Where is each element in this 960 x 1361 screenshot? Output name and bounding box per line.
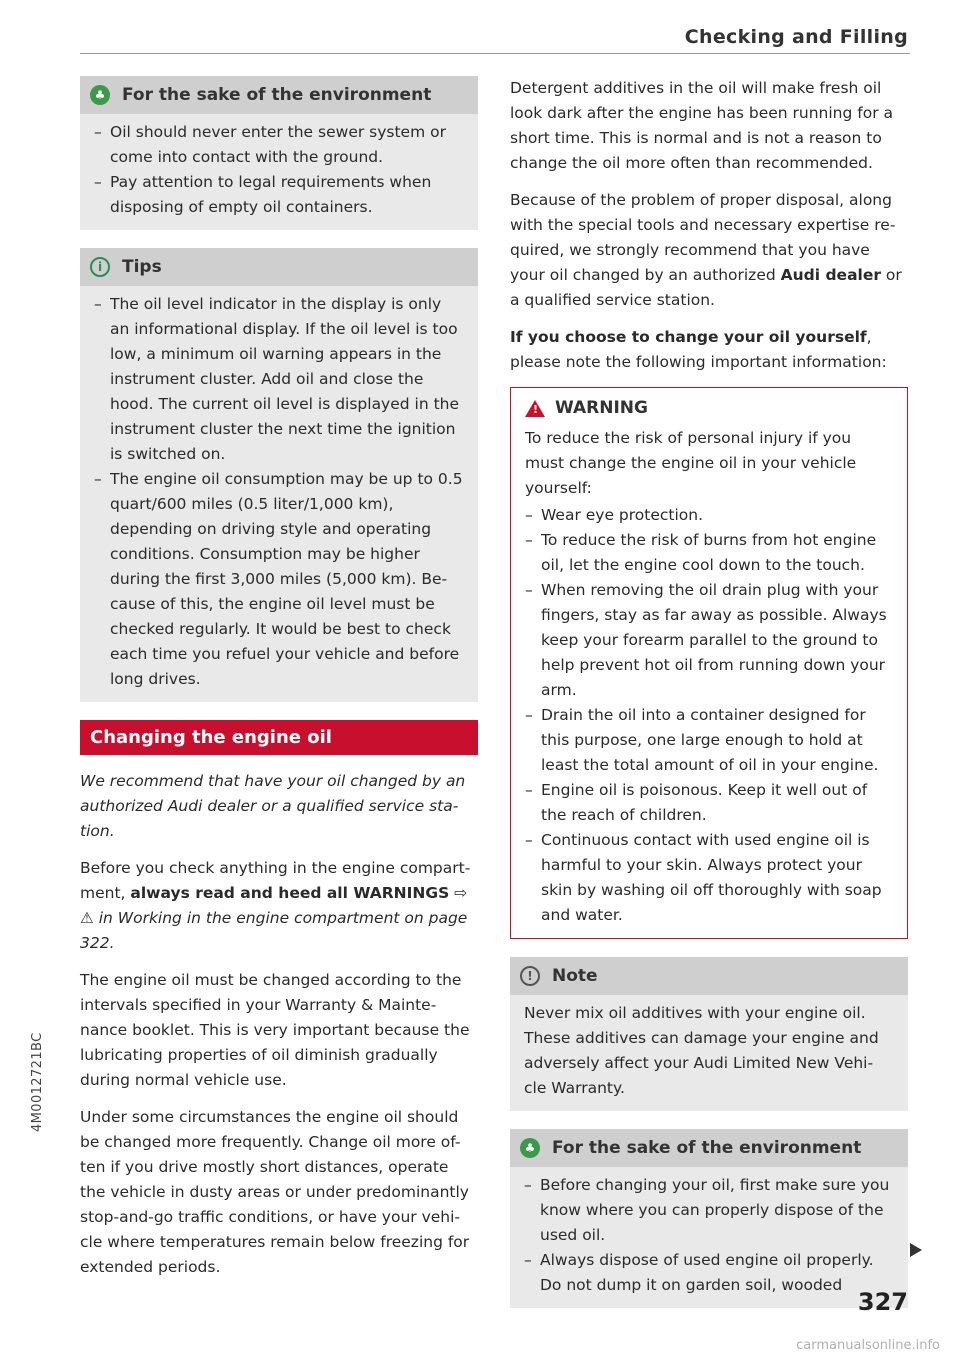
list-item: – Before changing your oil, first make sure you know where you can properly dispose of the used oil. [524, 1173, 894, 1248]
info-icon: i [90, 257, 110, 277]
environment-box-title: For the sake of the environment [552, 1138, 862, 1158]
note-box [510, 957, 908, 1111]
list-item: – Engine oil is poisonous. Keep it well out of the reach of children. [525, 778, 893, 828]
bold-term: Audi dealer [780, 266, 881, 284]
environment-box [80, 76, 478, 230]
continue-arrow-icon [910, 1243, 922, 1257]
paragraph: The engine oil must be changed according to the intervals specified in your Warranty & Mainte-nance booklet. This is very important because the lubricating properties of oil diminish gradually during normal vehicle use. [80, 971, 470, 1089]
watermark: carmanualsonline.info [796, 1338, 940, 1353]
note-box-title: Note [552, 966, 598, 986]
list-item: – When removing the oil drain plug with your fingers, stay as far away as possible. Always keep your forearm parallel to the ground to help prevent hot oil from running down your arm. [525, 578, 893, 703]
section-title: Changing the engine oil [80, 720, 478, 755]
environment-icon: ♣ [90, 85, 110, 105]
list-item: – Pay attention to legal requirements when disposing of empty oil containers. [94, 170, 464, 220]
warning-header [511, 388, 907, 422]
exclamation-icon: ! [520, 966, 540, 986]
paragraph: Before you check anything in the engine compart-ment, always read and heed all WARNINGS ⇨ ⚠ in Working in the engine compartment on page 322. [80, 859, 471, 952]
paragraph: If you choose to change your oil yourself, please note the following important information: [510, 328, 887, 371]
warning-triangle-icon: ! [525, 400, 545, 417]
cross-reference-link[interactable]: ⇨ ⚠ in Working in the engine compartment on page 322. [80, 884, 468, 952]
note-box-header [510, 957, 908, 995]
environment-box-title: For the sake of the environment [122, 85, 432, 105]
paragraph: Because of the problem of proper disposal, along with the special tools and necessary expertise re-quired, we strongly recommend that you have your oil changed by an authorized Audi dealer or a qualified service station. [510, 191, 902, 309]
warning-box [510, 387, 908, 939]
document-code: 4M0012721BC [30, 1032, 45, 1132]
tips-box-title: Tips [122, 257, 162, 277]
left-column [80, 76, 478, 1292]
warning-instruction: always read and heed all WARNINGS [130, 884, 450, 902]
page-number: 327 [857, 1288, 908, 1316]
warning-title: WARNING [555, 398, 648, 418]
warning-intro: To reduce the risk of personal injury if you must change the engine oil in your vehicle yourself: [525, 429, 857, 497]
header-rule [80, 53, 910, 54]
environment-box-header [80, 76, 478, 114]
list-item: – Continuous contact with used engine oil is harmful to your skin. Always protect your skin by washing oil off thoroughly with soap and water. [525, 828, 893, 928]
paragraph: Detergent additives in the oil will make fresh oil look dark after the engine has been running for a short time. This is normal and is not a reason to change the oil more often than recommended. [510, 79, 894, 172]
bold-term: If you choose to change your oil yourself [510, 328, 867, 346]
list-item: – Drain the oil into a container designed for this purpose, one large enough to hold at least the total amount of oil in your engine. [525, 703, 893, 778]
right-column [510, 76, 908, 1326]
environment-box-2 [510, 1129, 908, 1308]
list-item: – The oil level indicator in the display is only an informational display. If the oil level is too low, a minimum oil warning appears in the instrument cluster. Add oil and close the hood. The current oil level is displayed in the instrument cluster the next time the ignition is switched on. [94, 292, 464, 467]
paragraph: Under some circumstances the engine oil should be changed more frequently. Change oil more of-ten if you drive mostly short distances, operate the vehicle in dusty areas or under predominantly stop-and-go traffic conditions, or have your vehi-cle where temperatures remain below freezing for extended periods. [80, 1108, 470, 1276]
note-text: Never mix oil additives with your engine oil. These additives can damage your engine and adversely affect your Audi Limited New Vehi-cle Warranty. [524, 1004, 879, 1097]
tips-box [80, 248, 478, 702]
environment-box-header [510, 1129, 908, 1167]
list-item: – The engine oil consumption may be up to 0.5 quart/600 miles (0.5 liter/1,000 km), depending on driving style and operating conditions. Consumption may be higher during the first 3,000 miles (5,000 km). Be-cause of this, the engine oil level must be checked regularly. It would be best to check each time you refuel your vehicle and before long drives. [94, 467, 464, 692]
running-header: Checking and Filling [684, 26, 908, 48]
section-intro: We recommend that have your oil changed by an authorized Audi dealer or a qualified service sta-tion. [80, 772, 466, 840]
list-item: – Always dispose of used engine oil properly. Do not dump it on garden soil, wooded [524, 1248, 894, 1298]
list-item: – To reduce the risk of burns from hot engine oil, let the engine cool down to the touch. [525, 528, 893, 578]
list-item: – Oil should never enter the sewer system or come into contact with the ground. [94, 120, 464, 170]
tips-box-header [80, 248, 478, 286]
environment-icon: ♣ [520, 1138, 540, 1158]
list-item: – Wear eye protection. [525, 503, 893, 528]
